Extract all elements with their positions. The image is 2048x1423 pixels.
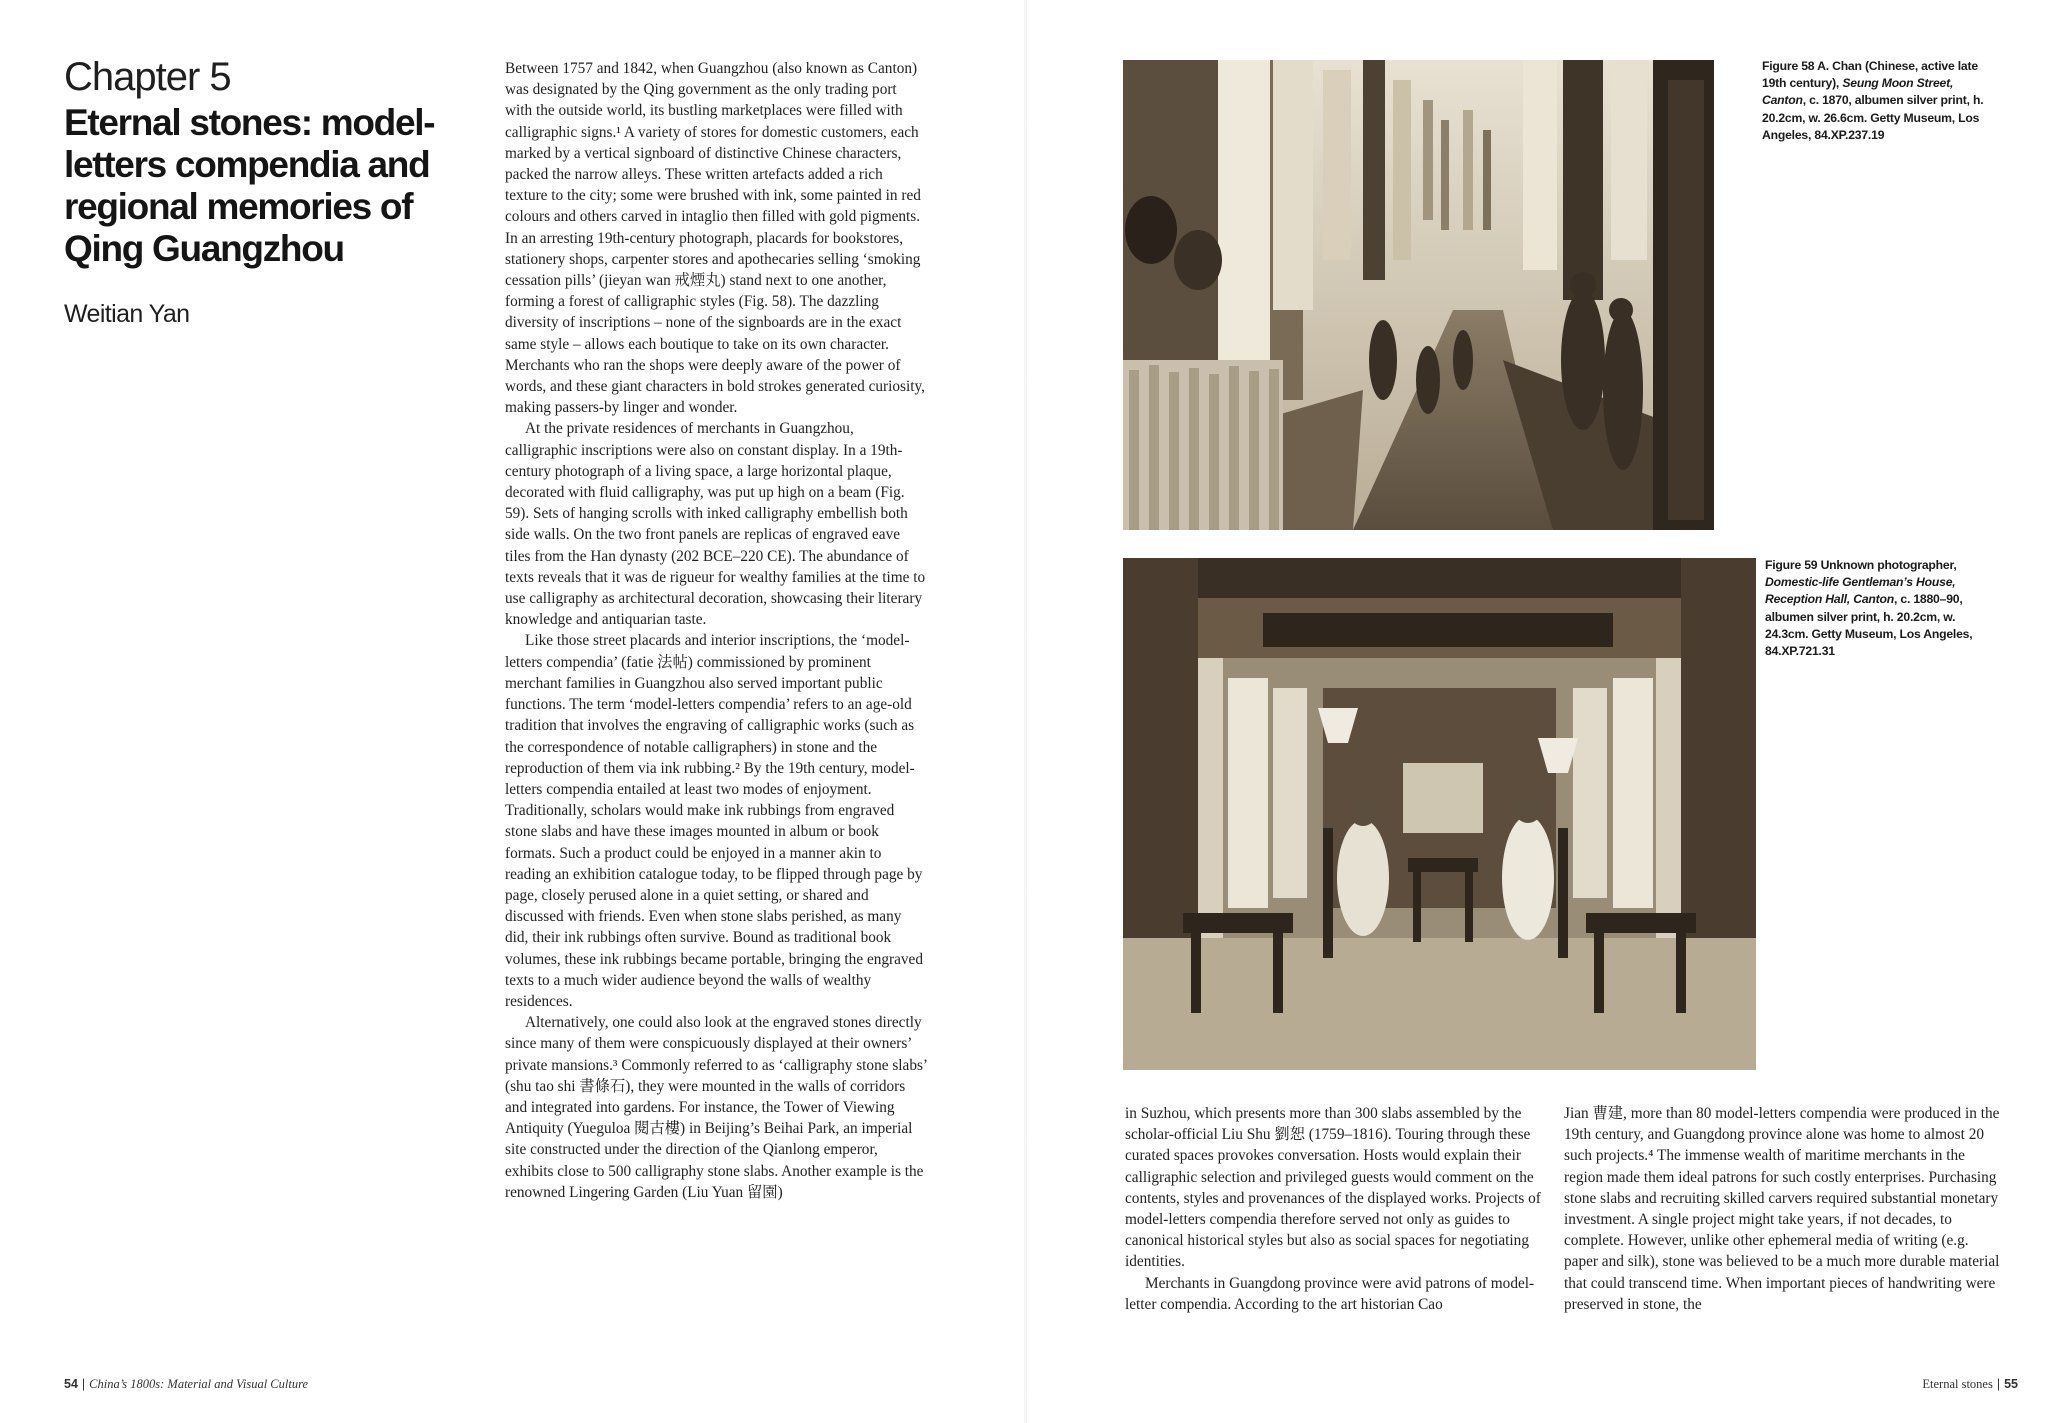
caption-label: Figure 59 Unknown photographer, (1765, 558, 1957, 572)
figure-58-photo (1123, 60, 1714, 530)
right-text-column-1 (1125, 1103, 1552, 1315)
paragraph: in Suzhou, which presents more than 300 slabs assembled by the scholar-official Liu Shu 劉恕 (1759–1816). Touring through these curated spaces provokes conversation. Hosts would explain their calligraphic selection and privileged guests would comment on the contents, styles and provenances of the displayed works. Projects of model-letters compendia therefore served not only as guides to canonical historical styles but also as social spaces for negotiating identities. (1125, 1105, 1541, 1271)
figure-59-photo (1123, 558, 1756, 1070)
figure-59-caption (1765, 557, 1997, 660)
page-number: 55 (2004, 1377, 2018, 1391)
chapter-author: Weitian Yan (64, 300, 190, 328)
caption-label: Figure 58 A. Chan (Chinese, active late 19th century), (1762, 59, 1978, 91)
paragraph: Between 1757 and 1842, when Guangzhou (also known as Canton) was designated by the Qing government as the only trading port with the outside world, its bustling marketplaces were filled with calligraphic signs.¹ A variety of stores for domestic customers, each marked by a vertical signboard of distinctive Chinese characters, packed the narrow alleys. These written artefacts added a rich texture to the city; some were brushed with ink, some painted in red colours and others carved in intaglio then filled with gold pigments. In an arresting 19th-century photograph, placards for bookstores, stationery shops, carpenter stores and apothecaries selling ‘smoking cessation pills’ (jieyan wan 戒煙丸) stand next to one another, forming a forest of calligraphic styles (Fig. 58). The dazzling diversity of inscriptions – none of the signboards are in the exact same style – allows each boutique to take on its own character. Merchants who ran the shops were deeply aware of the power of words, and these giant characters in bold strokes generated curiosity, making passers-by linger and wonder. (505, 60, 925, 417)
left-folio (64, 1377, 308, 1392)
caption-details: , c. 1880–90, albumen silver print, h. 20.2cm, w. 24.3cm. Getty Museum, Los Angeles, 84.XP.721.31 (1765, 592, 1973, 659)
caption-title: Domestic-life Gentleman’s House, Reception Hall, Canton (1765, 575, 1956, 607)
caption-details: , c. 1870, albumen silver print, h. 20.2cm, w. 26.6cm. Getty Museum, Los Angeles, 84.XP.237.19 (1762, 93, 1984, 142)
left-text-column (505, 58, 927, 1203)
paragraph: Like those street placards and interior inscriptions, the ‘model-letters compendia’ (fatie 法帖) commissioned by prominent merchant families in Guangzhou also served important public functions. The term ‘model-letters compendia’ refers to an age-old tradition that involves the engraving of calligraphic works (such as the correspondence of notable calligraphers) in stone and the reproduction of them via ink rubbing.² By the 19th century, model-letters compendia entailed at least two modes of enjoyment. Traditionally, scholars would make ink rubbings from engraved stone slabs and have these images mounted in album or book formats. Such a product could be enjoyed in a manner akin to reading an exhibition catalogue today, to be flipped through page by page, closely perused alone in a quiet setting, or shared and discussed with friends. Even when stone slabs perished, as many did, their ink rubbings often survive. Bound as traditional book volumes, these ink rubbings became portable, bringing the engraved texts to a much wider audience beyond the walls of wealthy residences. (505, 632, 923, 1010)
chapter-title: Eternal stones: model-letters compendia and regional memories of Qing Guangzhou (64, 102, 435, 269)
chapter-label: Chapter 5 (64, 55, 231, 99)
folio-separator: | (1996, 1377, 2001, 1391)
caption-title: Seung Moon Street, Canton (1762, 76, 1954, 108)
page-number: 54 (64, 1377, 78, 1391)
paragraph: At the private residences of merchants in Guangzhou, calligraphic inscriptions were also on constant display. In a 19th-century photograph of a living space, a large horizontal plaque, decorated with fluid calligraphy, was put up high on a beam (Fig. 59). Sets of hanging scrolls with inked calligraphy embellish both side walls. On the two front panels are replicas of engraved eave tiles from the Han dynasty (202 BCE–220 CE). The abundance of texts reveals that it was de rigueur for wealthy families at the time to use calligraphy as architectural decoration, showcasing their literary knowledge and antiquarian taste. (505, 420, 926, 629)
figure-58-caption (1762, 58, 1994, 144)
right-text-column-2 (1564, 1103, 2001, 1315)
paragraph: Jian 曹建, more than 80 model-letters compendia were produced in the 19th century, and Guangdong province alone was home to almost 20 such projects.⁴ The immense wealth of maritime merchants in the region made them ideal patrons for such costly enterprises. Purchasing stone slabs and recruiting skilled carvers required substantial monetary investment. A single project might take years, if not decades, to complete. However, unlike other ephemeral media of writing (e.g. paper and silk), stone was believed to be a much more durable material that could transcend time. When important pieces of handwriting were preserved in stone, the (1564, 1105, 2000, 1313)
paragraph: Merchants in Guangdong province were avid patrons of model-letter compendia. According to the art historian Cao (1125, 1274, 1535, 1313)
right-folio (1922, 1377, 2018, 1392)
chapter-heading (64, 54, 494, 329)
paragraph: Alternatively, one could also look at the engraved stones directly since many of them were conspicuously displayed at their owners’ private mansions.³ Commonly referred to as ‘calligraphy stone slabs’ (shu tao shi 書條石), they were mounted in the walls of corridors and integrated into gardens. For instance, the Tower of Viewing Antiquity (Yueguloa 閱古樓) in Beijing’s Beihai Park, an imperial site constructed under the direction of the Qianlong emperor, exhibits close to 500 calligraphy stone slabs. Another example is the renowned Lingering Garden (Liu Yuan 留園) (505, 1014, 927, 1201)
running-title: Eternal stones (1922, 1377, 1993, 1391)
folio-separator: | (81, 1377, 86, 1391)
running-title: China’s 1800s: Material and Visual Culture (89, 1377, 309, 1391)
